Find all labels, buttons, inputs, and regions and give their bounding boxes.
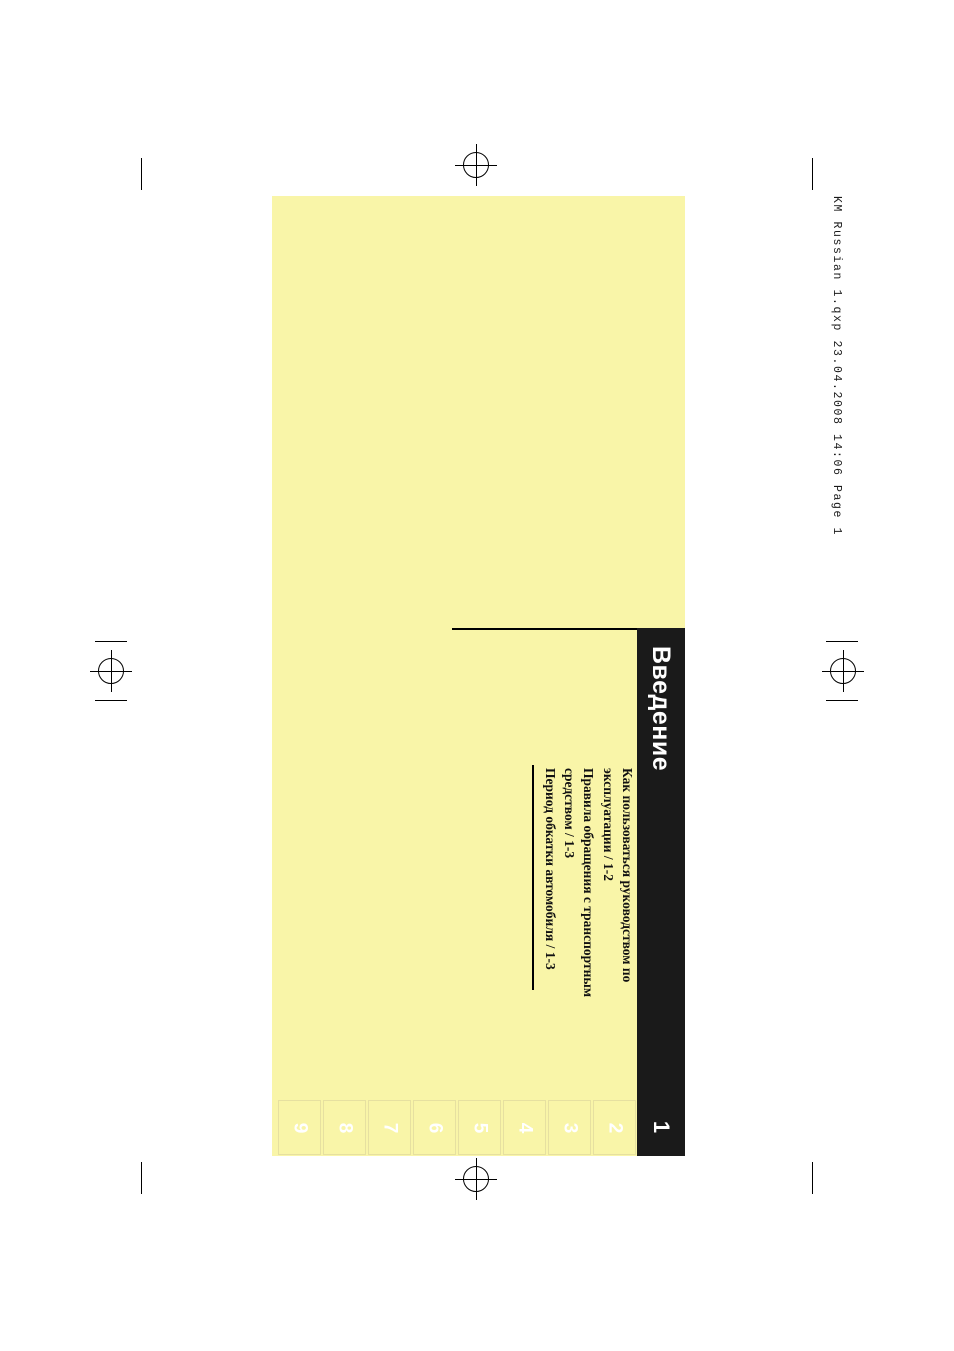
- toc-item[interactable]: эксплуатации / 1-2: [600, 768, 616, 881]
- side-tab-3[interactable]: [548, 1100, 591, 1155]
- side-tab-label: 5: [469, 1122, 491, 1133]
- side-tab-label: 8: [334, 1122, 356, 1133]
- side-tab-label: 4: [514, 1122, 536, 1133]
- crop-mark-left-bottom-horizontal: [95, 700, 127, 701]
- toc-item[interactable]: Правила обращения с транспортным: [581, 768, 597, 998]
- side-tab-label: 9: [289, 1122, 311, 1133]
- side-tab-7[interactable]: [368, 1100, 411, 1155]
- crop-mark-right-bottom-horizontal: [826, 700, 858, 701]
- toc-item[interactable]: Период обкатки автомобиля / 1-3: [542, 768, 558, 970]
- toc-item[interactable]: средством / 1-3: [562, 768, 578, 859]
- crop-mark-top-left-vertical: [141, 158, 142, 190]
- crop-mark-right-top-horizontal: [826, 641, 858, 642]
- chapter-title: Введение: [647, 646, 676, 772]
- side-tab-9[interactable]: [278, 1100, 321, 1155]
- registration-mark-left: [98, 658, 124, 684]
- crop-mark-top-right-vertical: [812, 158, 813, 190]
- table-of-contents: [540, 768, 636, 1063]
- file-header-text: KM Russian 1.qxp 23.04.2008 14:06 Page 1: [830, 196, 843, 537]
- crop-mark-left-top-horizontal: [95, 641, 127, 642]
- side-tab-2[interactable]: [593, 1100, 636, 1155]
- registration-mark-bottom: [463, 1166, 489, 1192]
- crop-mark-bottom-right-vertical: [812, 1162, 813, 1194]
- crop-mark-bottom-left-vertical: [141, 1162, 142, 1194]
- registration-mark-right: [830, 658, 856, 684]
- chapter-number-label: 1: [649, 1120, 674, 1134]
- side-tab-4[interactable]: [503, 1100, 546, 1155]
- side-tab-label: 7: [379, 1122, 401, 1133]
- toc-divider-rule: [532, 765, 534, 990]
- side-tab-label: 6: [424, 1122, 446, 1133]
- toc-item[interactable]: Как пользоваться руководством по: [620, 768, 635, 983]
- side-tab-8[interactable]: [323, 1100, 366, 1155]
- side-tab-5[interactable]: [458, 1100, 501, 1155]
- side-tab-label: 3: [559, 1122, 581, 1133]
- registration-mark-top: [463, 152, 489, 178]
- chapter-number-tab[interactable]: [637, 1098, 685, 1156]
- side-tab-6[interactable]: [413, 1100, 456, 1155]
- side-tab-label: 2: [604, 1122, 626, 1133]
